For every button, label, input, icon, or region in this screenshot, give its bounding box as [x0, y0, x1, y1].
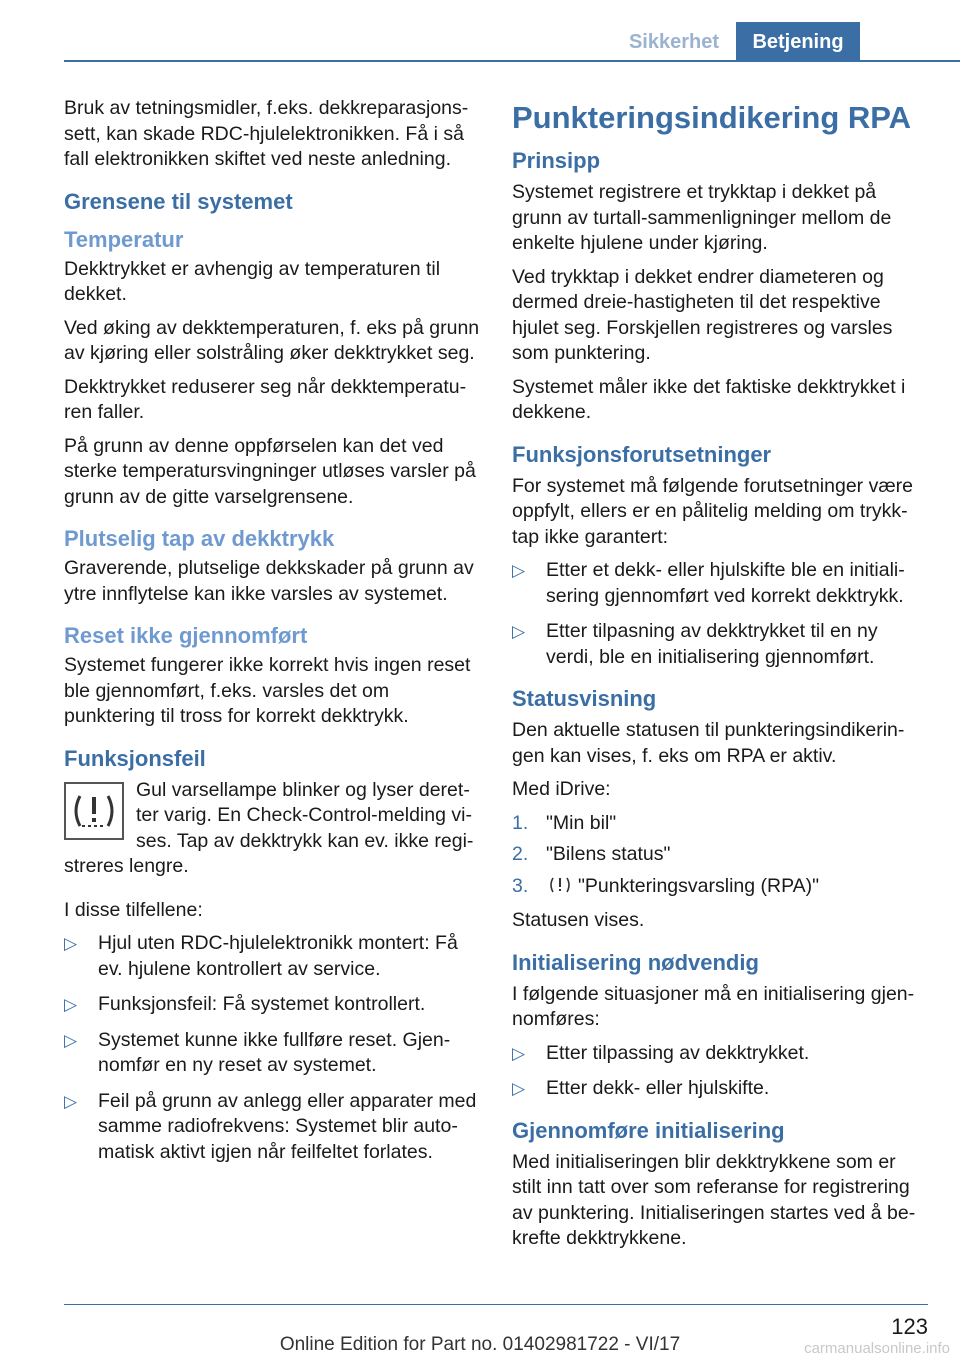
paragraph: Ved øking av dekktemperaturen, f. eks på grunn av kjøring eller solstråling øker dekktrykket seg.	[64, 316, 480, 364]
footer-rule	[64, 1304, 928, 1305]
paragraph: Systemet registrere et trykktap i dekket på grunn av turtall-sammenligninger mellom de enkelte hjulene under kjøring.	[512, 181, 892, 254]
subheading-sudden-loss: Plutselig tap av dekktrykk	[64, 526, 335, 551]
triangle-right-icon: ▷	[512, 622, 526, 641]
subheading-temperature: Temperatur	[64, 226, 184, 252]
idrive-steps	[512, 811, 928, 903]
section-heading-perform-init: Gjennomføre initialisering	[512, 1117, 785, 1143]
intro-paragraph: Bruk av tetningsmidler, f.eks. dekkreparasjonssett, kan skade RDC-hjulelektronikken. Få i så fall elektronikken skiftet ved neste anledning.	[64, 97, 469, 170]
paragraph: Med iDrive:	[512, 778, 611, 800]
left-column	[64, 96, 480, 1175]
tire-warning-inline-icon	[548, 875, 572, 903]
triangle-right-icon: ▷	[64, 1091, 78, 1111]
paragraph: For systemet må følgende forutsetninger være oppfylt, ellers er en pålitelig melding om trykktap ikke garantert:	[512, 474, 913, 548]
paragraph: Dekktrykket er avhengig av temperaturen til dekket.	[64, 257, 441, 305]
paragraph: Dekktrykket reduserer seg når dekktemperaturen faller.	[64, 375, 467, 423]
list-item: ▷ Hjul uten RDC-hjulelektronikk montert: Få ev. hjulene kontrollert av service.	[64, 932, 458, 980]
paragraph: I disse tilfellene:	[64, 898, 203, 921]
right-column	[512, 96, 928, 1260]
tire-pressure-warning-icon	[64, 782, 124, 840]
subheading-reset: Reset ikke gjennomført	[64, 623, 308, 648]
tab-sikkerhet[interactable]: Sikkerhet	[628, 31, 720, 53]
paragraph: Graverende, plutselige dekkskader på grunn av ytre innflytelse kan ikke varsles av systemet.	[64, 557, 474, 605]
list-item: ▷ Etter et dekk- eller hjulskifte ble en initialisering gjennomført ved korrekt dekktrykk.	[512, 559, 905, 607]
paragraph: Statusen vises.	[512, 909, 645, 931]
list-item: 1. "Min bil"	[512, 811, 617, 834]
watermark: carmanualsonline.info	[804, 1340, 950, 1357]
paragraph: På grunn av denne oppførselen kan det ved sterke temperatursvingninger utløses varsler på grunn av de gitte varselgrensene.	[64, 434, 476, 508]
tab-betjening[interactable]: Betjening	[736, 22, 860, 62]
list-item: ▷ Etter tilpassing av dekktrykket.	[512, 1041, 928, 1067]
requirements-list	[512, 558, 928, 670]
list-item: ▷ Etter dekk- eller hjulskifte.	[512, 1076, 928, 1102]
paragraph: Den aktuelle statusen til punkteringsindikeringen kan vises, f. eks om RPA er aktiv.	[512, 719, 905, 767]
section-heading-init-needed: Initialisering nødvendig	[512, 949, 759, 975]
section-heading-status: Statusvisning	[512, 686, 657, 711]
section-heading-limits: Grensene til systemet	[64, 188, 293, 214]
page-number: 123	[891, 1314, 928, 1339]
paragraph: Med initialiseringen blir dekktrykkene som er stilt inn tatt over som referanse for registrering av punktering. Initialiseringen startes ved å bekrefte dekktrykkene.	[512, 1150, 916, 1249]
paragraph: I følgende situasjoner må en initialisering gjennomføres:	[512, 982, 915, 1030]
list-item: 2. "Bilens status"	[512, 843, 671, 865]
init-list	[512, 1041, 928, 1102]
list-item: ▷ Etter tilpasning av dekktrykket til en ny verdi, ble en initialisering gjennomført.	[512, 620, 878, 668]
section-heading-requirements: Funksjonsforutsetninger	[512, 441, 772, 467]
triangle-right-icon: ▷	[512, 1043, 526, 1063]
triangle-right-icon: ▷	[512, 1079, 526, 1098]
triangle-right-icon: ▷	[64, 934, 78, 953]
list-item: ▷ Feil på grunn av anlegg eller apparater med samme radiofrekvens: Systemet blir automatisk aktivt igjen når feilfeltet forlates.	[64, 1089, 477, 1163]
edition-footer: Online Edition for Part no. 01402981722 - VI/17	[279, 1334, 681, 1355]
fault-block	[64, 778, 480, 880]
fault-list	[64, 931, 480, 1165]
paragraph: Ved trykktap i dekket endrer diameteren og dermed dreie-hastigheten til det respektive hjulet seg. Forskjellen registreres og varsles som punktering.	[512, 265, 893, 364]
section-heading-fault: Funksjonsfeil	[64, 745, 206, 771]
paragraph: Systemet måler ikke det faktiske dekktrykket i dekkene.	[512, 375, 906, 423]
list-item: ▷ Systemet kunne ikke fullføre reset. Gjennomfør en ny reset av systemet.	[64, 1028, 451, 1076]
page-title: Punkteringsindikering RPA	[512, 100, 912, 135]
list-item: 3. "Punkteringsvarsling (RPA)"	[512, 874, 928, 903]
list-item: ▷ Funksjonsfeil: Få systemet kontrollert.	[64, 992, 480, 1018]
paragraph: Gul varsellampe blinker og lyser deretter varig. En Check-Control-melding vises. Tap av dekktrykk kan ev. ikke registreres lengre.	[64, 778, 474, 877]
triangle-right-icon: ▷	[64, 995, 78, 1014]
triangle-right-icon: ▷	[64, 1030, 78, 1050]
triangle-right-icon: ▷	[512, 561, 526, 580]
section-heading-principle: Prinsipp	[512, 148, 601, 173]
paragraph: Systemet fungerer ikke korrekt hvis ingen reset ble gjennomført, f.eks. varsles det om punktering til tross for korrekt dekktrykk.	[64, 654, 471, 727]
